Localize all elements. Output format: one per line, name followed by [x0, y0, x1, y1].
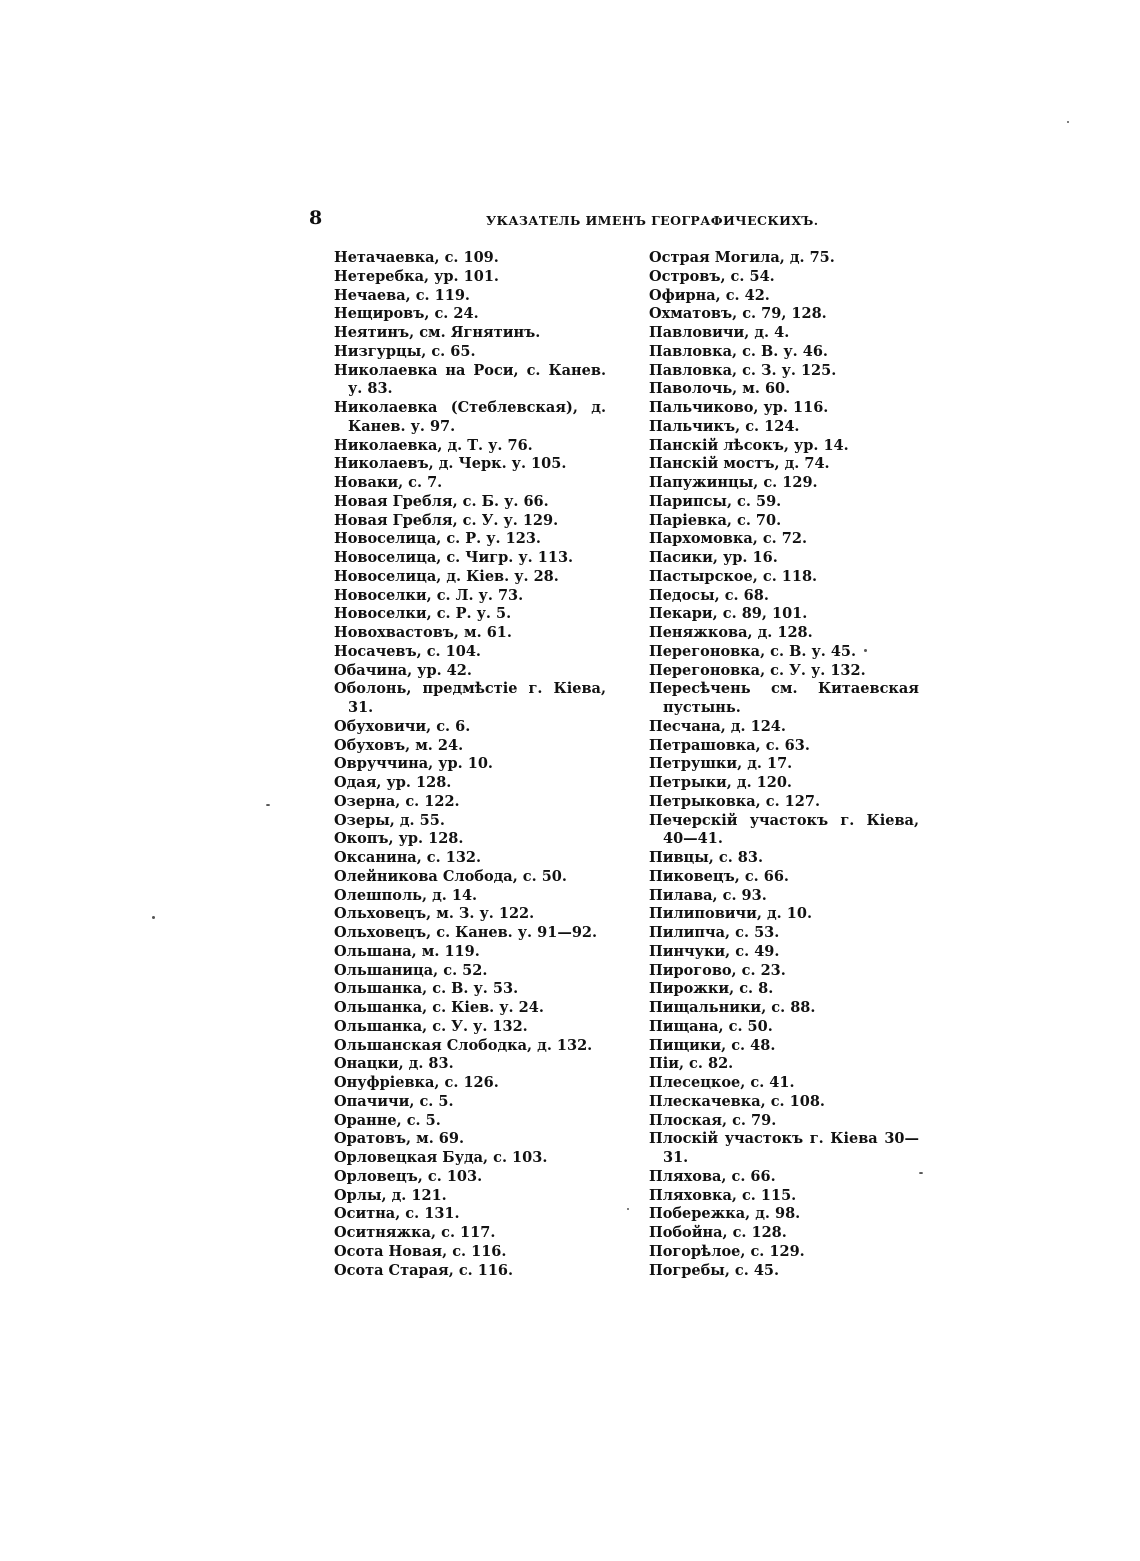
index-entry: Обуховъ, м. 24.	[334, 736, 464, 754]
index-entry: Ольшанка, с. В. у. 53.	[334, 980, 519, 998]
index-entry: Павловичи, д. 4.	[649, 324, 790, 341]
index-entry: Оситняжка, с. 117.	[334, 1224, 496, 1241]
index-entry: Плесецкое, с. 41.	[649, 1074, 795, 1091]
index-entry: Ольховецъ, с. Канев. у. 91—92.	[334, 924, 598, 941]
index-entry: Пархомовка, с. 72.	[649, 530, 807, 548]
index-entry: Ольшана, м. 119.	[334, 942, 480, 960]
index-entry: Ольшанская Слободка, д. 132.	[334, 1036, 593, 1054]
index-entry: Плескачевка, с. 108.	[649, 1092, 825, 1110]
index-entry: Оситна, с. 131.	[334, 1205, 460, 1223]
index-entry: Ольховецъ, м. З. у. 122.	[334, 905, 535, 923]
index-entry: Парипсы, с. 59.	[649, 492, 782, 510]
index-column-left	[334, 249, 606, 1280]
index-entry: Новая Гребля, с. У. у. 129.	[334, 511, 559, 529]
index-entry: Пивцы, с. 83.	[649, 849, 764, 866]
index-entry: Новоселица, д. Кiев. у. 28.	[334, 567, 559, 585]
index-entry: Обачина, ур. 42.	[334, 661, 472, 679]
paper-speck	[266, 804, 270, 806]
index-entry: Ольшанка, с. Кiев. у. 24.	[334, 999, 544, 1016]
index-entry: Онуфрiевка, с. 126.	[334, 1074, 499, 1091]
index-entry: Новаки, с. 7.	[334, 474, 443, 491]
index-entry: Новоселки, с. Л. у. 73.	[334, 586, 524, 604]
index-entry: Пересѣчень см. Китаевская пустынь.	[649, 680, 919, 716]
index-entry: Пищальники, с. 88.	[649, 999, 816, 1016]
index-entry: Овруччина, ур. 10.	[334, 755, 493, 773]
index-entry: Пляховка, с. 115.	[649, 1186, 797, 1204]
index-entry: Нетачаевка, с. 109.	[334, 249, 499, 266]
index-entry: Орловецкая Буда, с. 103.	[334, 1149, 548, 1166]
index-entry: Ольшанка, с. У. у. 132.	[334, 1017, 528, 1035]
index-entry: Педосы, с. 68.	[649, 586, 769, 604]
index-entry: Погребы, с. 45.	[649, 1261, 780, 1279]
paper-speck	[919, 1172, 923, 1174]
paper-speck	[1067, 121, 1069, 123]
index-entry: Побережка, д. 98.	[649, 1205, 801, 1223]
index-entry: Орловецъ, с. 103.	[334, 1167, 483, 1185]
index-entry: Пастырское, с. 118.	[649, 567, 818, 585]
index-entry: Новохвастовъ, м. 61.	[334, 624, 512, 641]
index-entry: Нещировъ, с. 24.	[334, 305, 479, 323]
index-entry: Новая Гребля, с. Б. у. 66.	[334, 492, 549, 510]
index-entry: Оксанина, с. 132.	[334, 849, 482, 866]
index-entry: Пиковецъ, с. 66.	[649, 867, 789, 885]
index-entry: Нетеребка, ур. 101.	[334, 267, 499, 285]
index-entry: Островъ, с. 54.	[649, 267, 775, 285]
index-entry: Нечаева, с. 119.	[334, 286, 470, 304]
index-column-right	[649, 249, 919, 1280]
index-entry: Пищана, с. 50.	[649, 1017, 773, 1035]
index-entry: Озеры, д. 55.	[334, 811, 445, 829]
index-entry: Орлы, д. 121.	[334, 1186, 447, 1204]
index-entry: Опачичи, с. 5.	[334, 1092, 454, 1110]
index-entry: Плоскiй участокъ г. Кiева 30—31.	[649, 1130, 919, 1166]
index-entry: Новоселица, с. Чигр. у. 113.	[334, 549, 574, 566]
index-entry: Острая Могила, д. 75.	[649, 249, 835, 266]
paper-speck	[627, 1208, 629, 1210]
index-entry: Пальчиково, ур. 116.	[649, 399, 829, 416]
index-entry: Петрашовка, с. 63.	[649, 736, 810, 754]
index-entry: Пляхова, с. 66.	[649, 1167, 776, 1185]
index-entry: Онацки, д. 83.	[334, 1055, 454, 1073]
index-entry: Перегоновка, с. В. у. 45.	[649, 642, 857, 660]
index-entry: Оратовъ, м. 69.	[334, 1130, 465, 1148]
index-entry: Павловка, с. В. у. 46.	[649, 342, 828, 360]
index-entry: Плоская, с. 79.	[649, 1111, 777, 1129]
index-entry: Петрыковка, с. 127.	[649, 792, 820, 810]
index-entry: Пилава, с. 93.	[649, 886, 767, 904]
index-entry: Побойна, с. 128.	[649, 1224, 787, 1241]
index-entry: Новоселки, с. Р. у. 5.	[334, 605, 512, 623]
index-entry: Петрыки, д. 120.	[649, 774, 792, 791]
index-entry: Панскiй мостъ, д. 74.	[649, 455, 830, 473]
index-entry: Петрушки, д. 17.	[649, 755, 793, 773]
index-entry: Песчана, д. 124.	[649, 717, 786, 735]
index-entry: Оболонь, предмѣстiе г. Кiева, 31.	[334, 680, 606, 716]
index-entry: Папужинцы, с. 129.	[649, 474, 818, 491]
index-entry: Панскiй лѣсокъ, ур. 14.	[649, 436, 849, 454]
index-entry: Носачевъ, с. 104.	[334, 642, 481, 660]
index-entry: Пальчикъ, с. 124.	[649, 417, 800, 435]
index-entry: Окопъ, ур. 128.	[334, 830, 464, 848]
index-entry: Низгурцы, с. 65.	[334, 342, 476, 360]
index-entry: Пирогово, с. 23.	[649, 961, 786, 979]
index-entry: Олешполь, д. 14.	[334, 886, 478, 904]
paper-speck	[864, 649, 867, 652]
index-entry: Офирна, с. 42.	[649, 286, 770, 304]
index-entry: Парiевка, с. 70.	[649, 511, 782, 529]
page-number: 8	[309, 207, 323, 229]
index-entry: Олейникова Слобода, с. 50.	[334, 867, 567, 885]
index-entry: Николаевка (Стеблевская), д. Канев. у. 97.	[334, 399, 606, 435]
index-entry: Ольшаница, с. 52.	[334, 961, 488, 979]
index-entry: Обуховичи, с. 6.	[334, 717, 471, 735]
index-entry: Пищики, с. 48.	[649, 1036, 776, 1054]
index-entry: Новоселица, с. Р. у. 123.	[334, 530, 541, 548]
index-entry: Николаевъ, д. Черк. у. 105.	[334, 455, 567, 473]
index-entry: Пеняжкова, д. 128.	[649, 624, 813, 641]
index-entry: Одая, ур. 128.	[334, 774, 452, 791]
index-entry: Пiи, с. 82.	[649, 1055, 734, 1073]
index-entry: Неятинъ, см. Ягнятинъ.	[334, 324, 541, 341]
running-title: УКАЗАТЕЛЬ ИМЕНЪ ГЕОГРАФИЧЕСКИХЪ.	[486, 213, 819, 228]
index-entry: Оранне, с. 5.	[334, 1111, 441, 1129]
index-entry: Перегоновка, с. У. у. 132.	[649, 661, 866, 679]
index-entry: Осота Новая, с. 116.	[334, 1242, 507, 1260]
paper-speck	[152, 916, 155, 919]
index-entry: Охматовъ, с. 79, 128.	[649, 305, 827, 323]
index-entry: Паволочь, м. 60.	[649, 380, 791, 398]
index-entry: Пилиповичи, д. 10.	[649, 905, 812, 923]
index-entry: Осота Старая, с. 116.	[334, 1261, 514, 1279]
index-entry: Пекари, с. 89, 101.	[649, 605, 808, 623]
index-entry: Пилипча, с. 53.	[649, 924, 780, 941]
index-entry: Павловка, с. З. у. 125.	[649, 361, 837, 379]
index-entry: Печерскiй участокъ г. Кiева, 40—41.	[649, 811, 919, 848]
index-entry: Пирожки, с. 8.	[649, 980, 774, 998]
index-entry: Пинчуки, с. 49.	[649, 942, 780, 960]
index-entry: Николаевка, д. Т. у. 76.	[334, 436, 533, 454]
index-entry: Пасики, ур. 16.	[649, 549, 778, 566]
index-entry: Озерна, с. 122.	[334, 792, 460, 810]
index-entry: Николаевка на Роси, с. Канев. у. 83.	[334, 361, 606, 398]
index-entry: Погорѣлое, с. 129.	[649, 1242, 805, 1260]
